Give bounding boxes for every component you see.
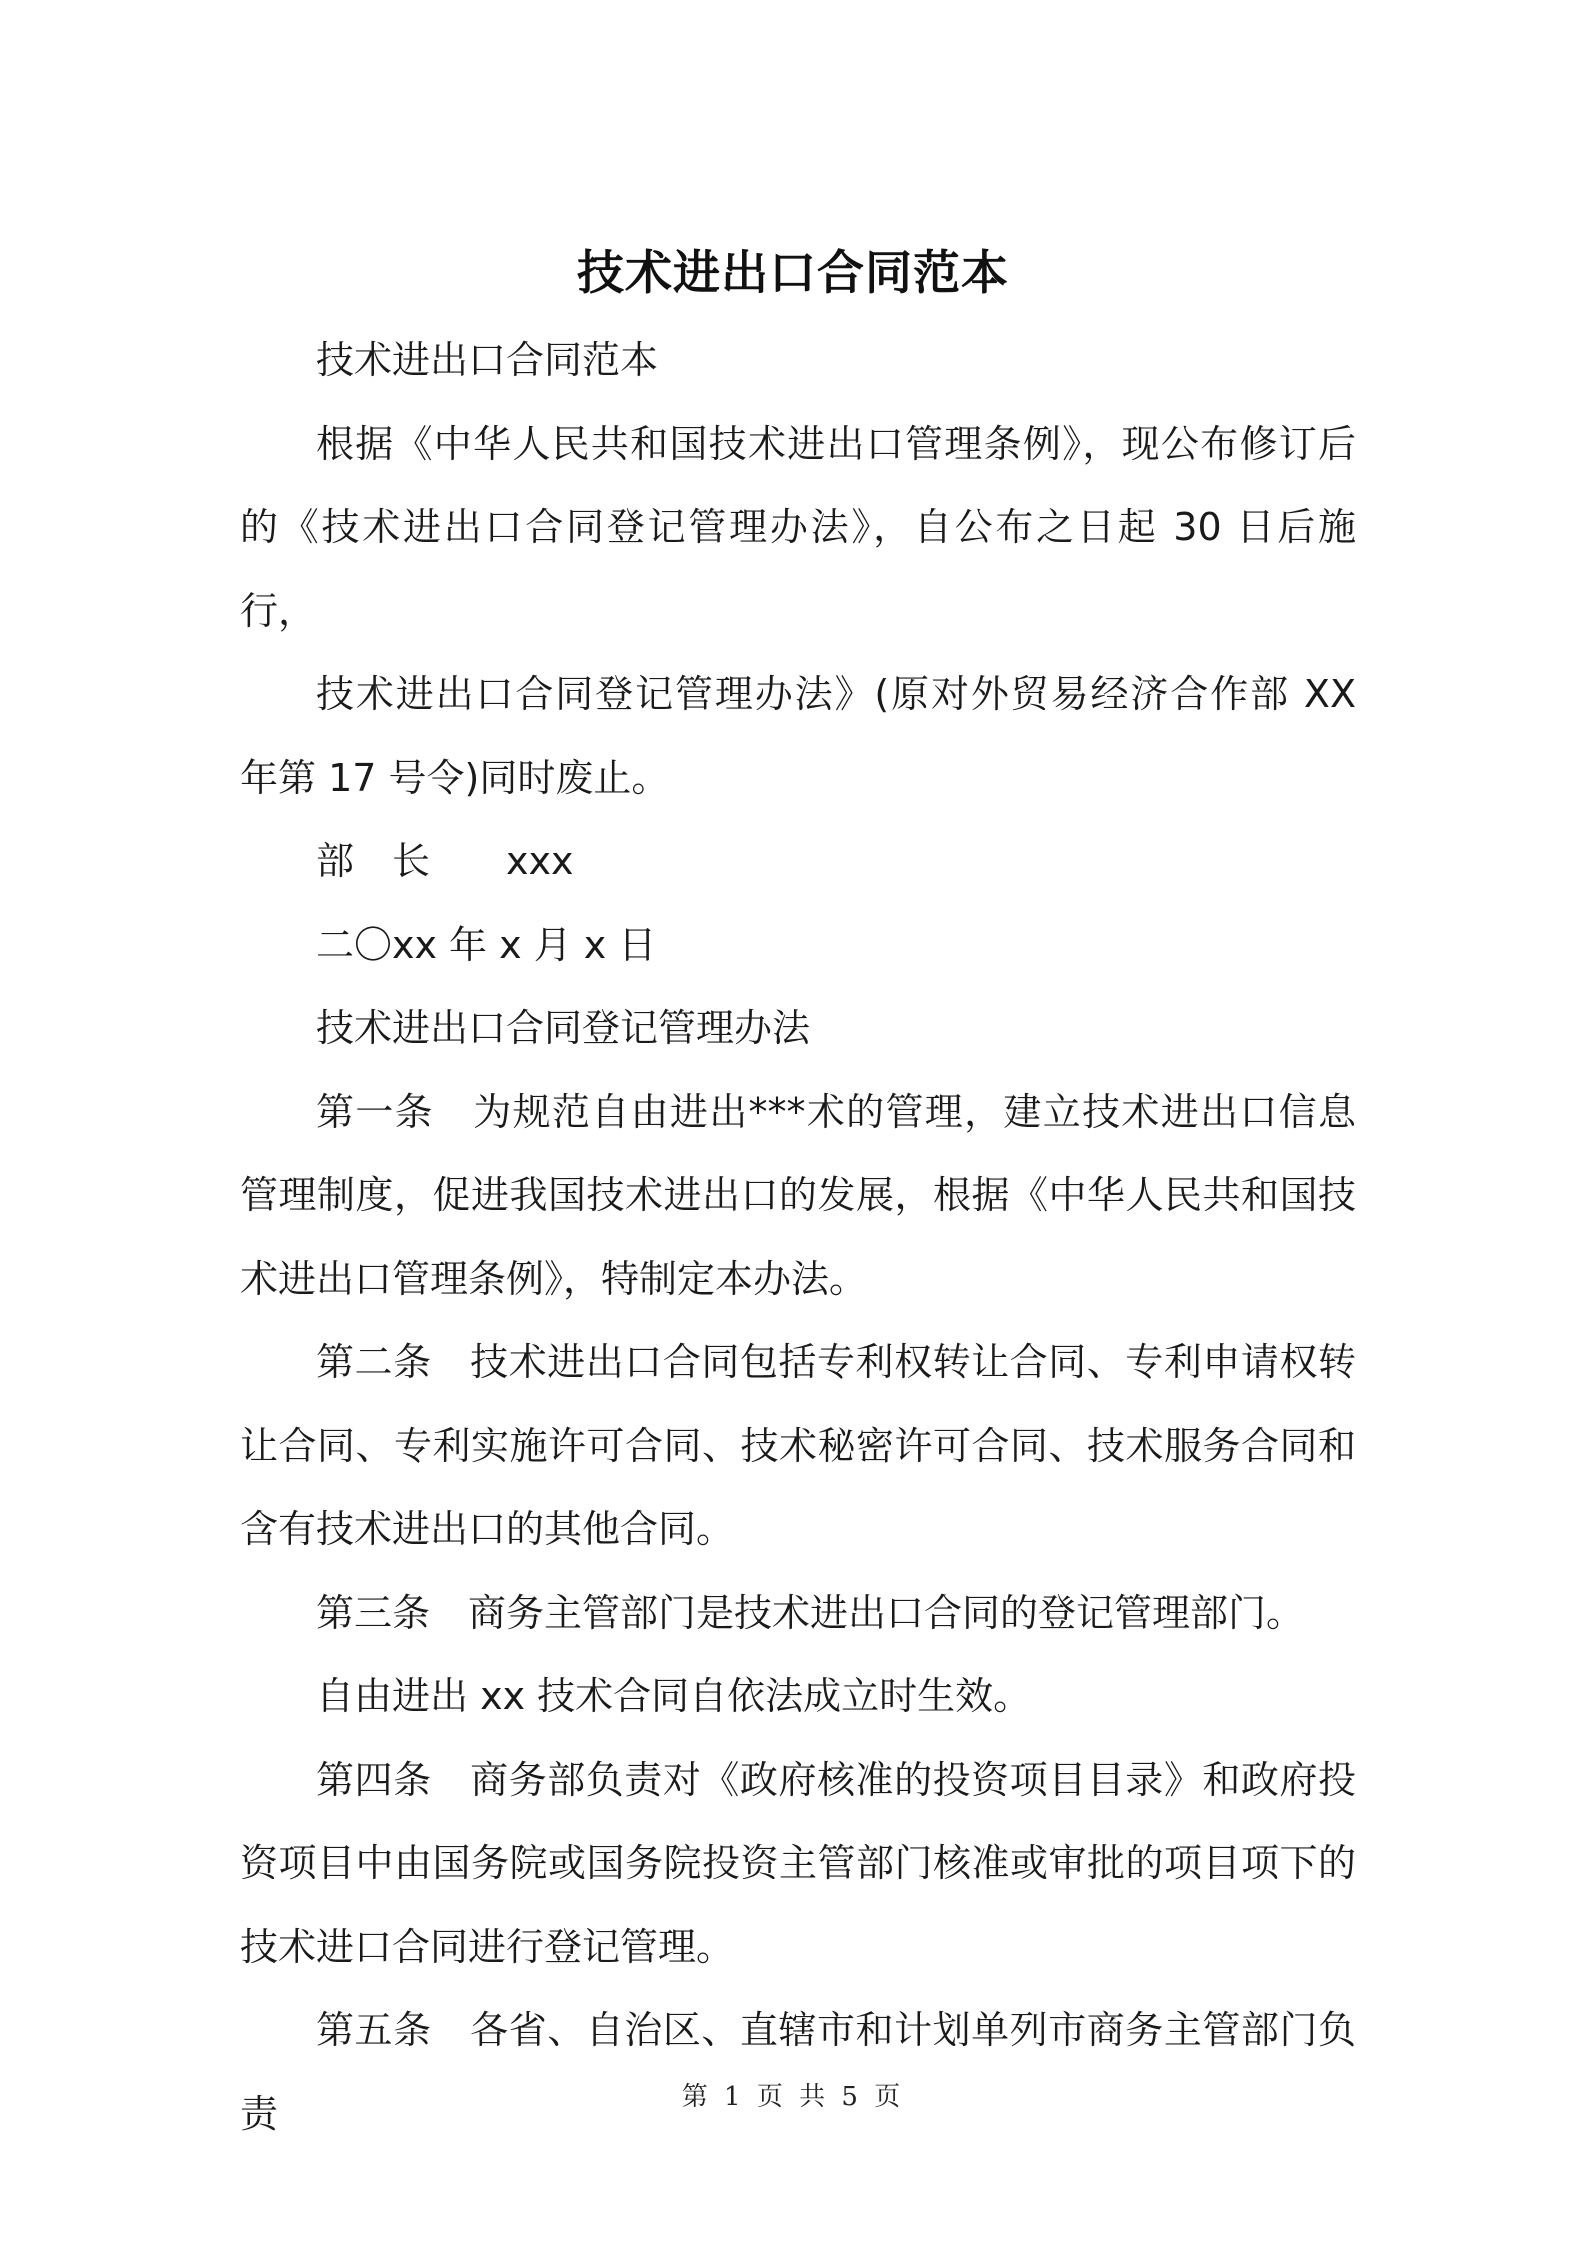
paragraph-article-3: 第三条 商务主管部门是技术进出口合同的登记管理部门。 — [316, 1590, 1305, 1635]
paragraph-minister-signature: 部 长 xxx — [316, 839, 574, 883]
paragraph-article-5: 第五条 各省、自治区、直辖市和计划单列市商务主管部门负责 — [240, 2008, 1356, 2136]
paragraph-repeal-notice: 技术进出口合同登记管理办法》(原对外贸易经济合作部 XX 年第 17 号令)同时废止。 — [240, 672, 1356, 800]
paragraph-article-2: 第二条 技术进出口合同包括专利权转让合同、专利申请权转让合同、专利实施许可合同、技术秘密许可合同、技术服务合同和含有技术进出口的其他合同。 — [240, 1340, 1356, 1551]
paragraph-announcement: 根据《中华人民共和国技术进出口管理条例》，现公布修订后的《技术进出口合同登记管理办法》，自公布之日起 30 日后施行， — [240, 421, 1356, 633]
paragraph-article-3-effect: 自由进出 xx 技术合同自依法成立时生效。 — [316, 1674, 1032, 1718]
paragraph-date: 二〇xx 年 x 月 x 日 — [316, 922, 657, 967]
paragraph-measures-title: 技术进出口合同登记管理办法 — [316, 1006, 811, 1050]
paragraph-article-1: 第一条 为规范自由进出***术的管理，建立技术进出口信息管理制度，促进我国技术进出口的发展，根据《中华人民共和国技术进出口管理条例》，特制定本办法。 — [240, 1089, 1356, 1301]
page-number-footer: 第 1 页 共 5 页 — [681, 2082, 905, 2112]
paragraph-article-4: 第四条 商务部负责对《政府核准的投资项目目录》和政府投资项目中由国务院或国务院投资主管部门核准或审批的项目项下的技术进口合同进行登记管理。 — [240, 1757, 1356, 1969]
paragraph-subtitle: 技术进出口合同范本 — [316, 338, 659, 382]
document-title: 技术进出口合同范本 — [577, 246, 1009, 302]
document-body — [240, 319, 1356, 2156]
